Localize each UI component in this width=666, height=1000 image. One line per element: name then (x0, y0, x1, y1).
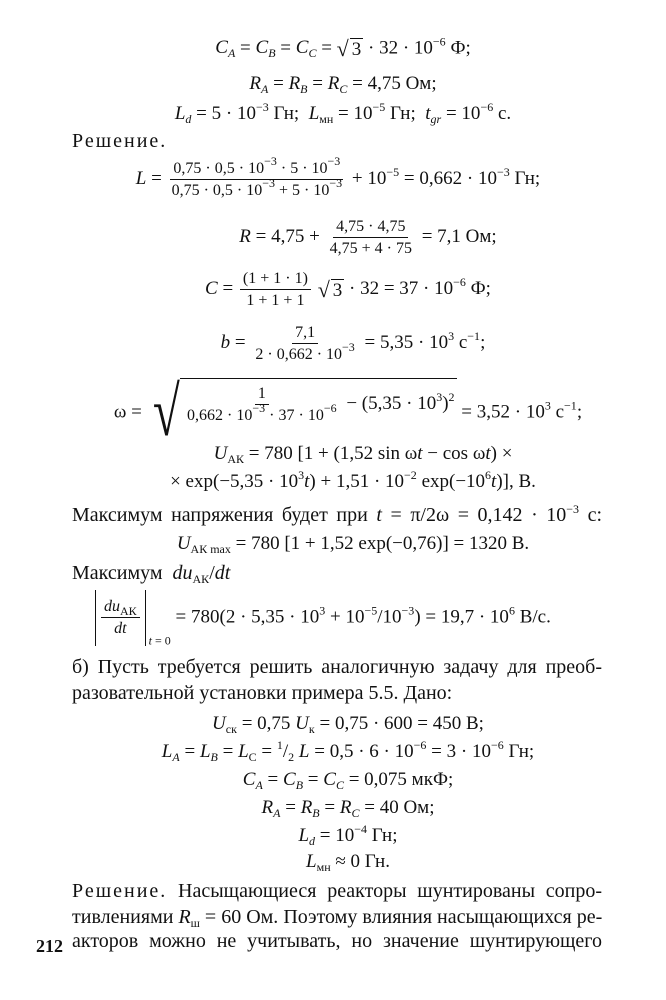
equation-l-calc: L = $\frac{0,75 \cdot 0,5 \cdot 10^{-3} \cdot 5 \cdot 10^{-3}}{0,75 \cdot 0,5 \cdot 10^{-3} + 5 \cdot 10^{-3}}$ + $10^{-5} = 0,662 \cdot 10^{-3}$ Гн; (135, 154, 541, 199)
text-b-line2: разовательной установки примера 5.5. Дано: (72, 682, 453, 704)
equation-u-ck: $U_{ск} = 0,75$ $U_к = 0,75 \cdot 600 = 450$ В; (212, 713, 484, 736)
equation-du-max: $\frac{du_{АК}}{dt}$ $_{t = 0} = 780(2 \cdot 5,35 \cdot 10^3 + 10^{-5}/10^{-3}) = 19,7 \cdot 10^6$ В/с. (92, 590, 652, 646)
text-max-du: Максимум $du_{АК}/dt$ (72, 562, 231, 586)
equation-r-calc: R = 4,75 + $\frac{4,75 \cdot 4,75}{4,75 + 4 \cdot 75}$ = 7,1 Ом; (239, 218, 497, 257)
equation-c-b: $C_A = C_B = C_C = 0,075$ мкФ; (242, 769, 454, 792)
solution-heading-1: Решение. (72, 130, 168, 152)
equation-r-b: $R_A = R_B = R_C = 40$ Ом; (261, 797, 435, 820)
equation-r-given: $R_A = R_B = R_C = 4,75$ Ом; (249, 73, 437, 96)
equation-l-given: $L_d = 5 \cdot 10^{-3}$ Гн; $L_{мн} = 10^{-5}$ Гн; $t_{gr} = 10^{-6}$ с. (174, 100, 512, 126)
text-b-line1: б) Пусть требуется решить аналогичную задачу для преоб- (72, 656, 602, 678)
equation-c-calc: C = $\frac{(1 + 1 \cdot 1)}{1 + 1 + 1}$ √ 3 · $32 = 37 \cdot 10^{-6}$ Ф; (205, 270, 491, 309)
text-max-voltage: Максимум напряжения будет при $t = \pi/2\omega = 0,142 \cdot 10^{-3}$ с: (72, 502, 603, 526)
equation-l-b: $L_A = L_B = L_C = ^1/_2$ $L = 0,5 \cdot 6 \cdot 10^{-6} = 3 \cdot 10^{-6}$ Гн; (161, 738, 535, 764)
equation-omega-calc: ω = √ $\frac{1}{0,662 \cdot 10^{-3} \cdot 37 \cdot 10^{-6}}$ − $(5,35 \cdot 10^3)^2$ = $3,52 \cdot 10^3$ $с^{-1}$; (113, 374, 583, 451)
text-final-line1: Решение. Насыщающиеся реакторы шунтированы сопро- (72, 880, 603, 902)
equation-c-given: $C_A = C_B = C_C$ = √ 3 · $32 \cdot 10^{-6}$ Ф; (215, 34, 471, 61)
text-final-line3: акторов можно не учитывать, но значение шунтирующего (72, 930, 602, 952)
equation-u-line2: × $\exp(-5,35 \cdot 10^3t) + 1,51 \cdot 10^{-2}$ $\exp(-10^6t)$], В. (170, 468, 536, 492)
equation-ld-b: $L_d = 10^{-4}$ Гн; (298, 822, 398, 848)
equation-u-max: $U_{АК max} = 780$ [1 + 1,52 exp(−0,76)] = 1320 В. (176, 533, 530, 556)
equation-lmn-b: $L_{мн} \approx 0$ Гн. (306, 851, 390, 874)
page-number: 212 (36, 936, 63, 956)
equation-b-calc: b = $\frac{7,1}{2 \cdot 0,662 \cdot 10^{-3}}$ = $5,35 \cdot 10^3$ $с^{-1}$; (220, 324, 486, 363)
equation-u-line1: $U_{АК} = 780$ [1 + (1,52 sin ωt − cos ωt) × (213, 443, 513, 466)
text-final-line2: тивлениями $R_ш = 60$ Ом. Поэтому влияния насыщающихся ре- (72, 906, 603, 930)
